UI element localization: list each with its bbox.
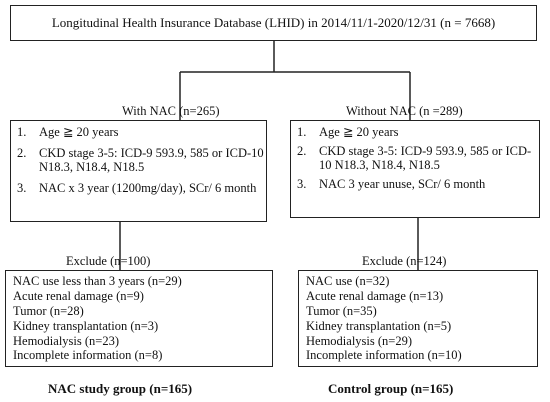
criterion-number: 3. <box>297 176 307 191</box>
criterion-text: CKD stage 3-5: ICD-9 593.9, 585 or ICD-10 N18.3, N18.4, N18.5 <box>39 145 264 174</box>
right-criteria-box <box>290 120 540 218</box>
criterion-text: CKD stage 3-5: ICD-9 593.9, 585 or ICD-10 N18.3, N18.4, N18.5 <box>319 143 532 172</box>
left-criteria-box <box>10 120 267 222</box>
left-exclusion-box <box>5 270 273 367</box>
left-exclude-label: Exclude (n=100) <box>66 254 151 268</box>
exclusion-item: Hemodialysis (n=29) <box>306 333 412 348</box>
exclusion-item: Kidney transplantation (n=5) <box>306 318 452 333</box>
exclusion-item: Tumor (n=28) <box>13 303 84 318</box>
criterion-item <box>11 125 266 140</box>
exclusion-item: Acute renal damage (n=9) <box>13 288 144 303</box>
exclusion-item: NAC use (n=32) <box>306 274 390 288</box>
criterion-item <box>11 146 266 175</box>
criterion-item <box>11 181 266 196</box>
nac-study-group-label: NAC study group (n=165) <box>48 381 193 396</box>
criterion-number: 3. <box>17 180 27 195</box>
criterion-number: 1. <box>297 125 307 139</box>
criterion-number: 2. <box>297 143 307 158</box>
with-nac-label: With NAC (n=265) <box>122 104 220 118</box>
right-exclude-label: Exclude (n=124) <box>362 254 447 268</box>
exclusion-item: Incomplete information (n=10) <box>306 348 462 363</box>
criterion-text: Age ≧ 20 years <box>319 125 399 139</box>
exclusion-item: Tumor (n=35) <box>306 303 377 318</box>
right-exclusion-box <box>298 270 538 367</box>
exclusion-item: Hemodialysis (n=23) <box>13 333 119 348</box>
criterion-number: 1. <box>17 125 27 139</box>
database-box <box>10 5 537 41</box>
criterion-text: NAC x 3 year (1200mg/day), SCr/ 6 month <box>39 180 257 195</box>
criterion-item <box>291 125 539 140</box>
criterion-text: NAC 3 year unuse, SCr/ 6 month <box>319 176 486 191</box>
exclusion-item: Acute renal damage (n=13) <box>306 288 444 303</box>
criterion-item <box>291 144 539 173</box>
exclusion-item: NAC use less than 3 years (n=29) <box>13 274 182 288</box>
criterion-number: 2. <box>17 145 27 160</box>
criterion-text: Age ≧ 20 years <box>39 125 119 139</box>
exclusion-item: Kidney transplantation (n=3) <box>13 318 159 333</box>
without-nac-label: Without NAC (n =289) <box>346 104 463 118</box>
control-group-label: Control group (n=165) <box>328 381 454 396</box>
database-label: Longitudinal Health Insurance Database (LHID) in 2014/11/1-2020/12/31 (n = 7668) <box>51 14 496 30</box>
criterion-item <box>291 177 539 192</box>
exclusion-item: Incomplete information (n=8) <box>13 348 163 363</box>
